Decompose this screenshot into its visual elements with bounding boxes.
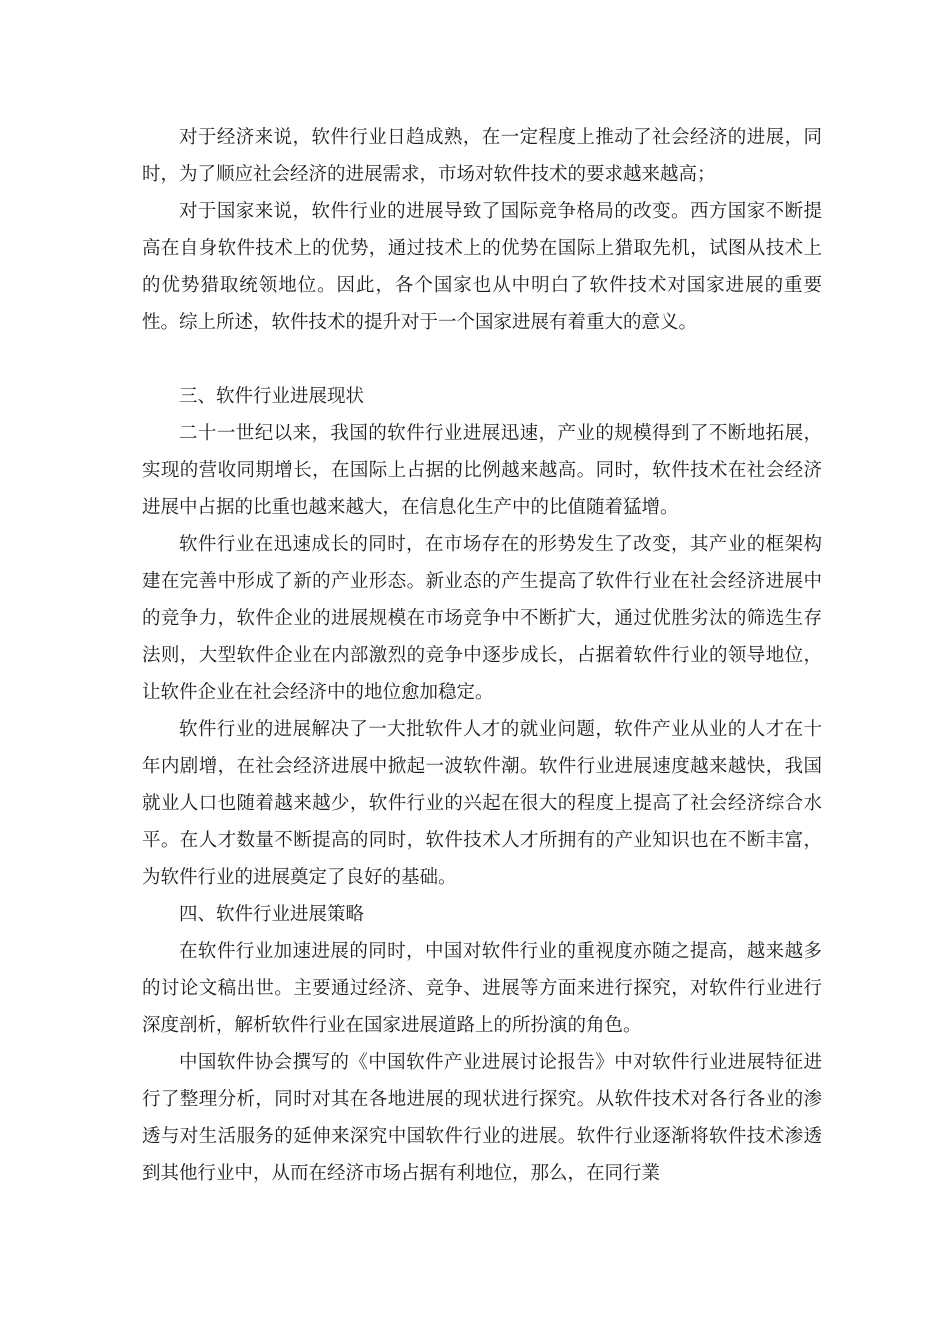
section-heading-status: 三、软件行业进展现状 — [179, 386, 365, 407]
paragraph-status-growth: 二十一世纪以来，我国的软件行业进展迅速，产业的规模得到了不断地拓展，实现的营收同期增长，在国际上占据的比例越来越高。同时，软件技术在社会经济进展中占据的比重也越来越大，在信息化生产中的比值随着猛增。 — [142, 423, 822, 518]
document-body — [142, 119, 822, 1192]
paragraph-strategy-research: 在软件行业加速进展的同时，中国对软件行业的重视度亦随之提高，越来越多的讨论文稿出世。主要通过经济、竞争、进展等方面来进行探究，对软件行业进行深度剖析，解析软件行业在国家进展道路上的所扮演的角色。 — [142, 941, 822, 1036]
paragraph-status-market: 软件行业在迅速成长的同时，在市场存在的形势发生了改变，其产业的框架构建在完善中形成了新的产业形态。新业态的产生提高了软件行业在社会经济进展中的竞争力，软件企业的进展规模在市场竞争中不断扩大，通过优胜劣汰的筛选生存法则，大型软件企业在内部激烈的竞争中逐步成长，占据着软件行业的领导地位，让软件企业在社会经济中的地位愈加稳定。 — [142, 534, 822, 703]
paragraph-status-talent: 软件行业的进展解决了一大批软件人才的就业问题，软件产业从业的人才在十年内剧增，在社会经济进展中掀起一波软件潮。软件行业进展速度越来越快，我国就业人口也随着越来越少，软件行业的兴起在很大的程度上提高了社会经济综合水平。在人才数量不断提高的同时，软件技术人才所拥有的产业知识也在不断丰富，为软件行业的进展奠定了良好的基础。 — [142, 719, 822, 888]
blank-line — [142, 341, 822, 378]
paragraph-nation: 对于国家来说，软件行业的进展导致了国际竞争格局的改变。西方国家不断提高在自身软件技术上的优势，通过技术上的优势在国际上猎取先机，试图从技术上的优势猎取统领地位。因此，各个国家也从中明白了软件技术对国家进展的重要性。综上所述，软件技术的提升对于一个国家进展有着重大的意义。 — [142, 201, 822, 333]
section-heading-strategy: 四、软件行业进展策略 — [179, 904, 365, 925]
paragraph-strategy-report: 中国软件协会撰写的《中国软件产业进展讨论报告》中对软件行业进展特征进行了整理分析，同时对其在各地进展的现状进行探究。从软件技术对各行各业的渗透与对生活服务的延伸来深究中国软件行业的进展。软件行业逐渐将软件技术渗透到其他行业中，从而在经济市场占据有利地位，那么，在同行業 — [142, 1052, 822, 1184]
paragraph-economy: 对于经济来说，软件行业日趋成熟，在一定程度上推动了社会经济的进展，同时，为了顺应社会经济的进展需求，市场对软件技术的要求越来越高； — [142, 127, 822, 185]
